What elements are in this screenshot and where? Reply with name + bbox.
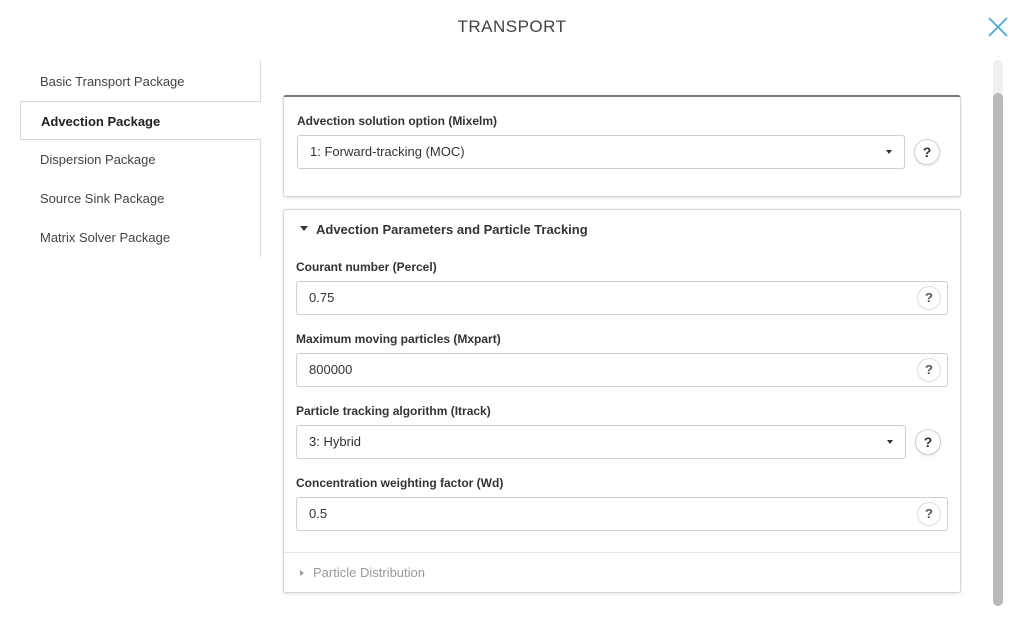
dialog-title: TRANSPORT <box>457 17 567 36</box>
itrack-label: Particle tracking algorithm (Itrack) <box>296 404 491 418</box>
advection-params-title: Advection Parameters and Particle Tracking <box>316 222 588 237</box>
mxpart-input[interactable] <box>296 353 948 387</box>
sidebar-item-dispersion[interactable]: Dispersion Package <box>40 152 156 167</box>
wd-value: 0.5 <box>309 506 328 521</box>
sidebar <box>20 62 261 257</box>
help-icon[interactable]: ? <box>914 139 940 165</box>
courant-value: 0.75 <box>309 290 335 305</box>
courant-input[interactable] <box>296 281 948 315</box>
help-icon[interactable]: ? <box>917 502 941 526</box>
courant-label: Courant number (Percel) <box>296 260 437 274</box>
section-divider <box>284 552 960 553</box>
solution-option-card <box>283 95 961 197</box>
help-icon[interactable]: ? <box>917 358 941 382</box>
triangle-right-icon <box>300 570 304 576</box>
particle-distribution-title: Particle Distribution <box>313 565 425 580</box>
scrollbar-thumb[interactable] <box>993 93 1003 606</box>
caret-down-icon <box>887 440 893 444</box>
advection-params-card <box>283 209 961 593</box>
itrack-select[interactable] <box>296 425 906 459</box>
triangle-down-icon <box>300 226 308 231</box>
wd-input[interactable] <box>296 497 948 531</box>
sidebar-item-source-sink[interactable]: Source Sink Package <box>40 191 165 206</box>
mxpart-label: Maximum moving particles (Mxpart) <box>296 332 501 346</box>
particle-distribution-header[interactable] <box>300 565 425 580</box>
mxpart-value: 800000 <box>309 362 353 377</box>
solution-option-select[interactable] <box>297 135 905 169</box>
sidebar-item-advection[interactable]: Advection Package <box>20 101 261 140</box>
solution-option-label: Advection solution option (Mixelm) <box>297 114 497 128</box>
close-icon[interactable] <box>986 15 1010 39</box>
caret-down-icon <box>886 150 892 154</box>
sidebar-item-basic-transport[interactable]: Basic Transport Package <box>40 74 185 89</box>
sidebar-item-matrix-solver[interactable]: Matrix Solver Package <box>40 230 171 245</box>
dialog-header <box>0 0 1024 56</box>
help-icon[interactable]: ? <box>915 429 941 455</box>
wd-label: Concentration weighting factor (Wd) <box>296 476 504 490</box>
solution-option-value: 1: Forward-tracking (MOC) <box>310 144 465 159</box>
advection-params-header[interactable] <box>300 222 588 237</box>
itrack-value: 3: Hybrid <box>309 434 362 449</box>
help-icon[interactable]: ? <box>917 286 941 310</box>
